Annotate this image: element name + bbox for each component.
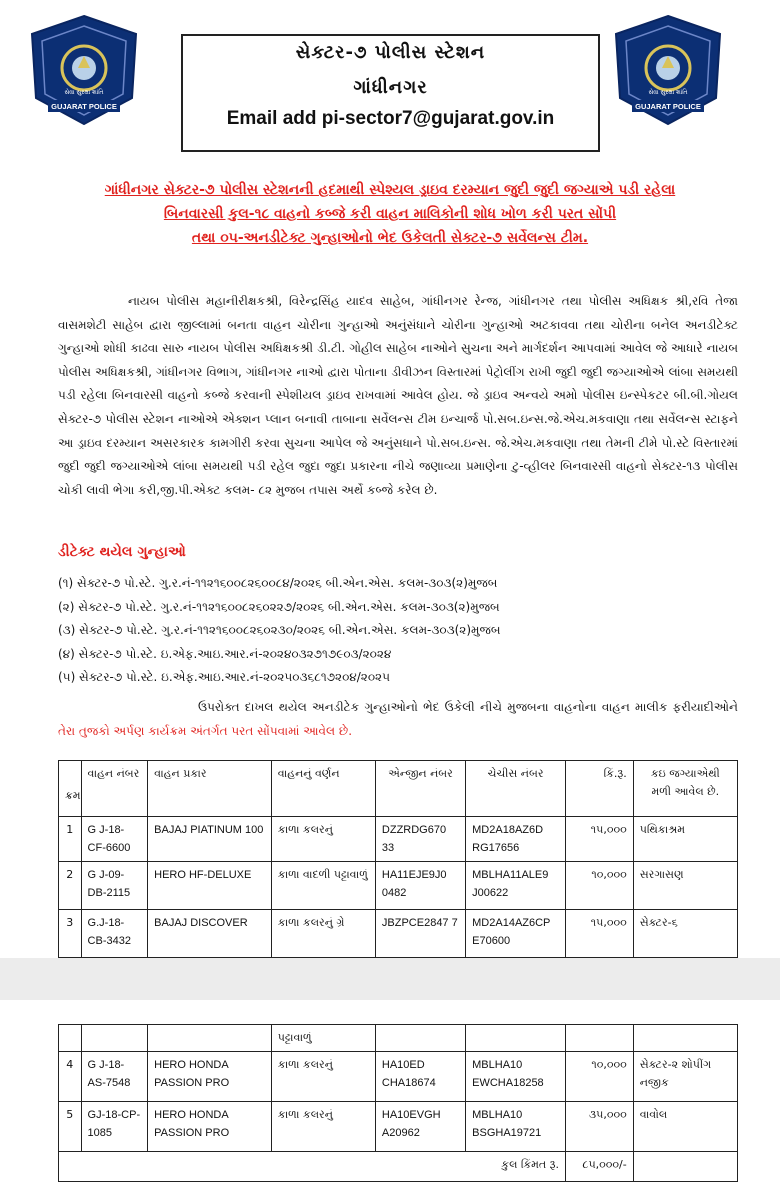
- cell-serial: 3: [59, 910, 82, 958]
- cell-vehicle-number: G.J-18-CB-3432: [81, 910, 148, 958]
- cell-vehicle-type: BAJAJ DISCOVER: [148, 910, 272, 958]
- cell-chassis-number: MD2A18AZ6D RG17656: [466, 817, 566, 862]
- cell-vehicle-type: HERO HF-DELUXE: [148, 862, 272, 910]
- table-row: [59, 1102, 738, 1152]
- table-total-row: [59, 1152, 738, 1182]
- cell-chassis-number: MD2A14AZ6CP E70600: [466, 910, 566, 958]
- total-value: ૮૫,૦૦૦/-: [566, 1152, 634, 1182]
- page-gap: [0, 958, 780, 1000]
- gujarat-police-logo-left: [24, 12, 144, 128]
- cell-engine-number: JBZPCE2847 7: [375, 910, 465, 958]
- headline-line-1: ગાંધીનગર સેક્ટર-૭ પોલીસ સ્ટેશનની હદમાથી સ્પેશ્યલ ડ્રાઇવ દરમ્યાન જુદી જુદી જગ્યાએ પડી રહેલા: [104, 182, 676, 198]
- headline-line-2: બિનવારસી કુલ-૧૮ વાહનો કબ્જે કરી વાહન માલિકોની શોધ ખોળ કરી પરત સોંપી: [163, 206, 617, 222]
- cell-price: ૧૫,૦૦૦: [566, 817, 634, 862]
- table-row: [59, 817, 738, 862]
- cell-vehicle-type: HERO HONDA PASSION PRO: [148, 1052, 272, 1102]
- detected-cases-title: ડીટેક્ટ થયેલ ગુન્હાઓ: [58, 544, 186, 560]
- cell-vehicle-type: HERO HONDA PASSION PRO: [148, 1102, 272, 1152]
- city-name: ગાંધીનગર: [353, 77, 428, 98]
- cell-description: કાળા વાદળી પટ્ટાવાળું: [271, 862, 375, 910]
- cell-engine-number: HA10EVGH A20962: [375, 1102, 465, 1152]
- table-row: [59, 1052, 738, 1102]
- svg-text:GUJARAT POLICE: GUJARAT POLICE: [635, 102, 701, 111]
- header-chassis-number: ચેચીસ નંબર: [466, 761, 566, 817]
- svg-text:સેવા સુરક્ષા શાંતિ: સેવા સુરક્ષા શાંતિ: [64, 89, 104, 96]
- cell-location: વાવોલ: [633, 1102, 737, 1152]
- cell-vehicle-number: G J-18-CF-6600: [81, 817, 148, 862]
- closing-paragraph: [58, 695, 738, 743]
- cell-chassis-number: MBLHA10 BSGHA19721: [466, 1102, 566, 1152]
- body-paragraph-text: નાયબ પોલીસ મહાનીરીક્ષકશ્રી, વિરેન્દ્રસિંહ યાદવ સાહેબ, ગાંધીનગર રેન્જ, ગાંધીનગર તથા પોલીસ અધિક્ષક શ્રી,રવિ તેજા વાસમશેટી સાહેબ દ્વારા જીલ્લામાં બનતા વાહન ચોરીના ગુન્હાઓ અનુંસંધાને ચોરીના ગુન્હાઓ અટકાવવા તથા ચોરીના બનેલ અનડીટેક્ટ ગુન્હાઓ શોધી કાઢવા સારુ નાયબ પોલીસ અધિક્ષકશ્રી ડી.ટી. ગોહીલ સાહેબ નાઓને સુચના અને માર્ગદર્શન આપવામાં આવેલ જે આધારે નાયબ પોલીસ અધિક્ષકશ્રી, ગાંધીનગર વિભાગ, ગાંધીનગર નાઓ દ્વારા પોતાના ડીવીઝન વિસ્તારમાં પેટ્રોલીંગ રાખી જુદી જુદી જગ્યાઓએ લાંબા સમયથી પડી રહેલા બિનવારસી વાહનો કબ્જે કરવાની સ્પેશીયલ ડ્રાઇવ રાખવામાં આવેલ હોય. જે ડ્રાઇવ અન્વયે અમો પોલીસ ઇન્સ્પેકટર બી.બી.ગોયલ સેક્ટર-૭ પોલીસ સ્ટેશન નાઓએ એક્શન પ્લાન બનાવી તાબાના સર્વેલન્સ ટીમ ઇન્ચાર્જ પો.સબ.ઇન્સ.જે.એચ.મકવાણા તથા સર્વેલન્સ સ્ટાફને આ ડ્રાઇવ દરમ્યાન અસરકારક કામગીરી કરવા સુચના આપેલ જે અનુંસધાને પો.સબ.ઇન્સ. જે.એચ.મકવાણા તથા તેમની ટીમે પો.સ્ટે વિસ્તારમાં જુદી જુદી જગ્યાઓએ લાંબા સમયથી પડી રહેલ જુદા જુદા પ્રકારના નીચે જણાવ્યા પ્રમાણેના ટુ-વ્હીલર બિનવારસી વાહનો સેક્ટર-૧૩ પોલીસ ચોકી લાવી ભેગા કરી,જી.પી.એક્ટ કલમ- ૮૨ મુજબ તપાસ અર્થે કબ્જે કરેલ છે.: [58, 294, 738, 497]
- station-name: સેક્ટર-૭ પોલીસ સ્ટેશન: [295, 42, 486, 63]
- header-vehicle-type: વાહન પ્રકાર: [148, 761, 272, 817]
- cell-description: કાળા કલરનું: [271, 1052, 375, 1102]
- svg-text:GUJARAT POLICE: GUJARAT POLICE: [51, 102, 117, 111]
- case-item: (૫) સેક્ટર-૭ પો.સ્ટે. ઇ.એફ.આઇ.આર.નં-૨૦૨૫૦૩૬૮૧૭૨૦૪/૨૦૨૫: [58, 670, 390, 684]
- vehicle-table-continued: [58, 1024, 738, 1182]
- gujarat-police-logo-right: [608, 12, 728, 128]
- table-row: [59, 862, 738, 910]
- closing-highlight: તેરા તુજકો અર્પણ કાર્યક્રમ અંતર્ગત પરત સોંપવામાં આવેલ છે.: [58, 724, 353, 738]
- cell-location: સેક્ટર-૬: [633, 910, 737, 958]
- email-address: Email add pi-sector7@gujarat.gov.in: [226, 108, 555, 129]
- case-item: (૩) સેક્ટર-૭ પો.સ્ટે. ગુ.ર.નં-૧૧૨૧૬૦૦૮૨૬૦૨૩૦/૨૦૨૬ બી.એન.એસ. કલમ-૩૦૩(૨)મુજબ: [58, 623, 501, 637]
- headline: [40, 178, 740, 250]
- header-vehicle-description: વાહનનું વર્ણન: [271, 761, 375, 817]
- cell-chassis-number: MBLHA11ALE9 J00622: [466, 862, 566, 910]
- svg-text:સેવા સુરક્ષા શાંતિ: સેવા સુરક્ષા શાંતિ: [648, 89, 688, 96]
- cell-price: ૧૫,૦૦૦: [566, 910, 634, 958]
- closing-text: ઉપરોક્ત દાખલ થયેલ અનડીટેક ગુન્હાઓનો ભેદ ઉકેલી નીચે મુજબના વાહનોના વાહન માલીક ફરીયાદીઓને: [198, 700, 738, 714]
- cell-serial: 4: [59, 1052, 82, 1102]
- cell-price: ૧૦,૦૦૦: [566, 1052, 634, 1102]
- cell-location: સરગાસણ: [633, 862, 737, 910]
- document-page-2: [0, 1000, 780, 1200]
- cell-location: પથિકાશ્રમ: [633, 817, 737, 862]
- cell-vehicle-number: G J-18-AS-7548: [81, 1052, 148, 1102]
- headline-line-3: તથા ૦૫-અનડીટેક્ટ ગુન્હાઓનો ભેદ ઉકેલતી સેક્ટર-૭ સર્વેલન્સ ટીમ.: [191, 230, 589, 246]
- cell-description: કાળા કલરનું ગ્રે: [271, 910, 375, 958]
- cell-location: સેક્ટર-૨ શોપીંગ નજીક: [633, 1052, 737, 1102]
- cell-price: ૩૫,૦૦૦: [566, 1102, 634, 1152]
- header-location: કઇ જગ્યાએથી મળી આવેલ છે.: [633, 761, 737, 817]
- header-serial: ક્રમ: [59, 761, 82, 817]
- header-price: કિં.રૂ.: [566, 761, 634, 817]
- header-box: [181, 34, 600, 152]
- cell-engine-number: HA11EJE9J0 0482: [375, 862, 465, 910]
- cell-serial: 2: [59, 862, 82, 910]
- cell-engine-number: DZZRDG670 33: [375, 817, 465, 862]
- header-engine-number: એન્જીન નંબર: [375, 761, 465, 817]
- total-label: કુલ કિંમત રૂ.: [59, 1152, 566, 1182]
- vehicle-table: [58, 760, 738, 958]
- table-row: [59, 910, 738, 958]
- cell-description: કાળા કલરનું: [271, 1102, 375, 1152]
- cell-vehicle-type: BAJAJ PIATINUM 100: [148, 817, 272, 862]
- cell-vehicle-number: GJ-18-CP-1085: [81, 1102, 148, 1152]
- cell-price: ૧૦,૦૦૦: [566, 862, 634, 910]
- cell-serial: 1: [59, 817, 82, 862]
- cell-description-continued: પટ્ટાવાળું: [271, 1025, 375, 1052]
- case-item: (૨) સેક્ટર-૭ પો.સ્ટે. ગુ.ર.નં-૧૧૨૧૬૦૦૮૨૬૦૨૨૭/૨૦૨૬ બી.એન.એસ. કલમ-૩૦૩(૨)મુજબ: [58, 599, 500, 614]
- cell-serial: 5: [59, 1102, 82, 1152]
- table-row-continued: [59, 1025, 738, 1052]
- table-header-row: [59, 761, 738, 817]
- header-vehicle-number: વાહન નંબર: [81, 761, 148, 817]
- cell-description: કાળા કલરનું: [271, 817, 375, 862]
- case-item: (૪) સેક્ટર-૭ પો.સ્ટે. ઇ.એફ.આઇ.આર.નં-૨૦૨૪૦૩૨૭૧૭૯૦૩/૨૦૨૪: [58, 646, 392, 661]
- cell-chassis-number: MBLHA10 EWCHA18258: [466, 1052, 566, 1102]
- body-paragraph: [58, 290, 738, 502]
- cell-vehicle-number: G J-09-DB-2115: [81, 862, 148, 910]
- case-list: [58, 572, 738, 690]
- case-item: (૧) સેક્ટર-૭ પો.સ્ટે. ગુ.ર.નં-૧૧૨૧૬૦૦૮૨૬૦૦૮૪/૨૦૨૬ બી.એન.એસ. કલમ-૩૦૩(૨)મુજબ: [58, 576, 498, 590]
- cell-engine-number: HA10ED CHA18674: [375, 1052, 465, 1102]
